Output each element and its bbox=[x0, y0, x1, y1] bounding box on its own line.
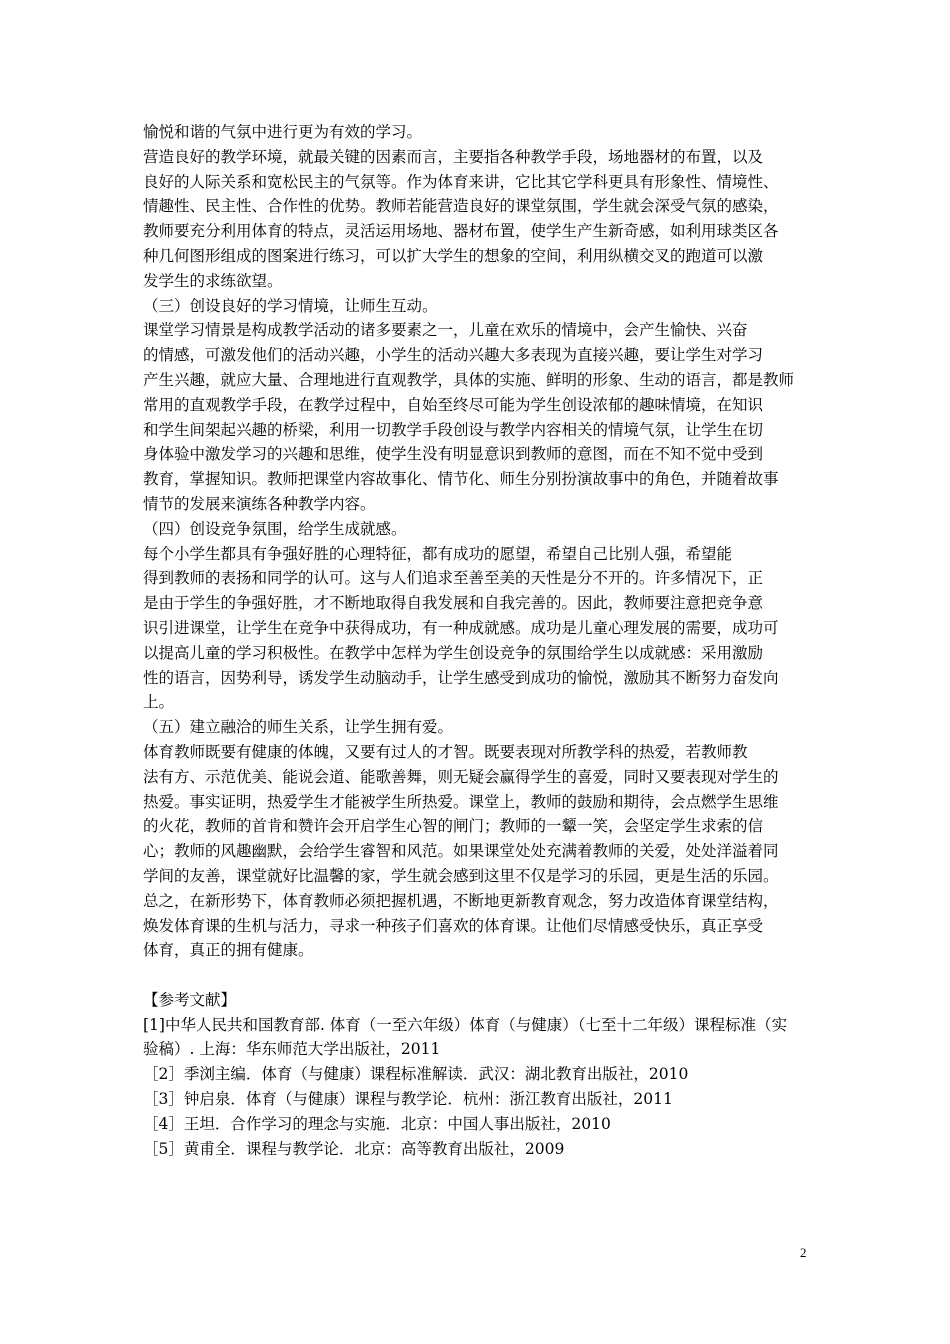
body-paragraph bbox=[143, 740, 815, 889]
text-line: （五）建立融洽的师生关系，让学生拥有爱。 bbox=[143, 718, 454, 737]
text-line: 良好的人际关系和宽松民主的气氛等。作为体育来讲，它比其它学科更具有形象性、情境性、 bbox=[143, 172, 779, 191]
section-heading bbox=[143, 517, 815, 542]
text-line: 身体验中激发学习的兴趣和思维，使学生没有明显意识到教师的意图，而在不知不觉中受到 bbox=[143, 445, 764, 464]
reference-item bbox=[143, 1013, 815, 1063]
document-body bbox=[143, 120, 815, 1161]
text-line: （三）创设良好的学习情境，让师生互动。 bbox=[143, 296, 438, 315]
text-line: 发学生的求练欲望。 bbox=[143, 271, 283, 290]
text-line: （四）创设竞争氛围，给学生成就感。 bbox=[143, 519, 407, 538]
references-title: 【参考文献】 bbox=[143, 990, 237, 1009]
text-line: 得到教师的表扬和同学的认可。这与人们追求至善至美的天性是分不开的。许多情况下，正 bbox=[143, 569, 764, 588]
body-paragraph bbox=[143, 542, 815, 716]
text-line: 常用的直观教学手段，在教学过程中，自始至终尽可能为学生创设浓郁的趣味情境，在知识 bbox=[143, 395, 764, 414]
body-paragraph bbox=[143, 145, 815, 294]
text-line: 是由于学生的争强好胜，才不断地取得自我发展和自我完善的。因此，教师要注意把竞争意 bbox=[143, 594, 764, 613]
text-line: 愉悦和谐的气氛中进行更为有效的学习。 bbox=[143, 123, 423, 141]
text-line: 的火花，教师的首肯和赞许会开启学生心智的闸门；教师的一颦一笑，会坚定学生求索的信 bbox=[143, 817, 764, 836]
text-line: 以提高儿童的学习积极性。在教学中怎样为学生创设竞争的氛围给学生以成就感：采用激励 bbox=[143, 643, 764, 662]
text-line: 教育，掌握知识。教师把课堂内容故事化、情节化、师生分别扮演故事中的角色，并随着故事 bbox=[143, 470, 779, 489]
paragraphs bbox=[143, 120, 815, 963]
text-line: 上。 bbox=[143, 693, 175, 712]
text-line: 的情感，可激发他们的活动兴趣，小学生的活动兴趣大多表现为直接兴趣，要让学生对学习 bbox=[143, 346, 764, 365]
reference-line: 验稿）. 上海：华东师范大学出版社，2011 bbox=[143, 1040, 441, 1059]
text-line: 每个小学生都具有争强好胜的心理特征，都有成功的愿望，希望自己比别人强，希望能 bbox=[143, 544, 733, 563]
section-heading bbox=[143, 715, 815, 740]
text-line: 心；教师的风趣幽默，会给学生睿智和风范。如果课堂处处充满着教师的关爱，处处洋溢着同 bbox=[143, 842, 779, 861]
text-line: 体育，真正的拥有健康。 bbox=[143, 941, 314, 960]
text-line: 热爱。事实证明，热爱学生才能被学生所热爱。课堂上，教师的鼓励和期待，会点燃学生思维 bbox=[143, 792, 779, 811]
text-line: 识引进课堂，让学生在竞争中获得成功，有一种成就感。成功是儿童心理发展的需要，成功可 bbox=[143, 618, 779, 637]
text-line: 种几何图形组成的图案进行练习，可以扩大学生的想象的空间，利用纵横交叉的跑道可以激 bbox=[143, 246, 764, 265]
reference-line: [1]中华人民共和国教育部. 体育（一至六年级）体育（与健康）（七至十二年级）课程标准（实 bbox=[143, 1015, 788, 1034]
text-line: 产生兴趣，就应大量、合理地进行直观教学，具体的实施、鲜明的形象、生动的语言，都是教师 bbox=[143, 370, 795, 389]
text-line: 性的语言，因势利导，诱发学生动脑动手，让学生感受到成功的愉悦，激励其不断努力奋发向 bbox=[143, 668, 779, 687]
text-line: 情节的发展来演练各种教学内容。 bbox=[143, 494, 376, 513]
reference-line: ［3］钟启泉．体育（与健康）课程与教学论．杭州：浙江教育出版社，2011 bbox=[143, 1090, 673, 1109]
references-list bbox=[143, 1013, 815, 1162]
body-paragraph bbox=[143, 120, 815, 145]
text-line: 和学生间架起兴趣的桥梁，利用一切教学手段创设与教学内容相关的情境气氛，让学生在切 bbox=[143, 420, 764, 439]
references-section bbox=[143, 988, 815, 1162]
text-line: 法有方、示范优美、能说会道、能歌善舞，则无疑会赢得学生的喜爱，同时又要表现对学生的 bbox=[143, 767, 779, 786]
reference-item bbox=[143, 1137, 815, 1162]
text-line: 教师要充分利用体育的特点，灵活运用场地、器材布置，使学生产生新奇感，如利用球类区各 bbox=[143, 222, 779, 241]
reference-item bbox=[143, 1062, 815, 1087]
reference-line: ［2］季浏主编．体育（与健康）课程标准解读．武汉：湖北教育出版社，2010 bbox=[143, 1065, 689, 1084]
text-line: 总之，在新形势下，体育教师必须把握机遇，不断地更新教育观念，努力改造体育课堂结构， bbox=[143, 891, 779, 910]
reference-item bbox=[143, 1087, 815, 1112]
text-line: 焕发体育课的生机与活力，寻求一种孩子们喜欢的体育课。让他们尽情感受快乐，真正享受 bbox=[143, 916, 764, 935]
reference-line: ［5］黄甫全．课程与教学论．北京：高等教育出版社，2009 bbox=[143, 1139, 565, 1158]
text-line: 课堂学习情景是构成教学活动的诸多要素之一，儿童在欢乐的情境中，会产生愉快、兴奋 bbox=[143, 321, 748, 340]
reference-line: ［4］王坦．合作学习的理念与实施．北京：中国人事出版社，2010 bbox=[143, 1114, 611, 1133]
body-paragraph bbox=[143, 318, 815, 516]
text-line: 情趣性、民主性、合作性的优势。教师若能营造良好的课堂氛围，学生就会深受气氛的感染， bbox=[143, 197, 779, 216]
text-line: 学间的友善，课堂就好比温馨的家，学生就会感到这里不仅是学习的乐园，更是生活的乐园。 bbox=[143, 866, 779, 885]
page-number: 2 bbox=[800, 1245, 807, 1260]
body-paragraph bbox=[143, 889, 815, 963]
text-line: 体育教师既要有健康的体魄，又要有过人的才智。既要表现对所教学科的热爱，若教师教 bbox=[143, 742, 748, 761]
text-line: 营造良好的教学环境，就最关键的因素而言，主要指各种教学手段，场地器材的布置，以及 bbox=[143, 147, 764, 166]
reference-item bbox=[143, 1112, 815, 1137]
section-heading bbox=[143, 294, 815, 319]
